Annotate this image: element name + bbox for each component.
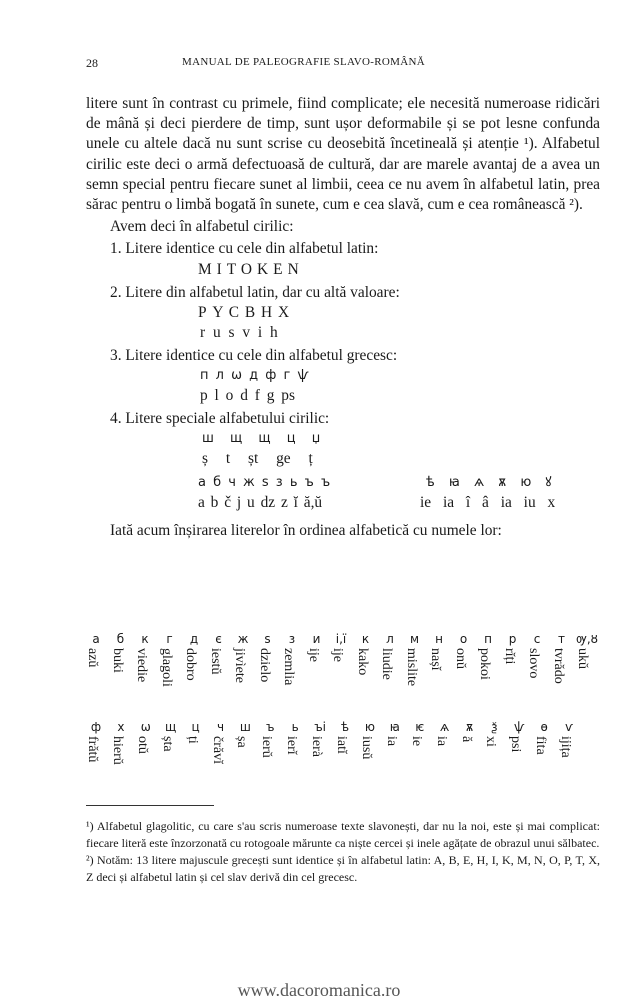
alphabet-letter [331,632,351,704]
letters-row [86,260,600,280]
alphabet-letter [307,632,327,704]
letter-glyph: ѣ [340,720,350,734]
page-header [86,56,598,72]
letters-row [86,429,600,449]
letter-name: onŭ [452,648,468,669]
letter-glyph: ъі [314,720,326,734]
letter-name: črăvĭ [209,736,225,764]
letter-name: ia [383,736,399,747]
letter-name: kako [354,648,370,676]
letter-name: tvrădo [550,648,566,684]
list-item-3: 3. Litere identice cu cele din alfabetul grecesc: [110,346,398,364]
letter-glyph: ѹ,ȣ [576,632,598,646]
letter-name: dzielo [256,648,272,683]
alphabet-letter [410,720,430,792]
letter-name: fita [533,736,549,755]
alphabet-letter [209,632,229,704]
letter-glyph: ю [364,720,375,734]
alphabet-letter [527,632,547,704]
letter-name: viedie [134,648,149,683]
main-text [86,94,600,541]
letter-glyph: ѥ [415,720,425,734]
letter-glyph: ѯ [491,720,498,734]
footnote-2: ²) Notăm: 13 litere majuscule grecești sunt identice și în alfabetul latin: A, B, E, H, I, K, M, N, O, P, T, X, Z deci și alfabetul latin și cel slav derivă din cel grecesc. [86,853,600,884]
letter-name: psi [508,736,524,753]
alphabet-letter [454,632,474,704]
letter-glyph: ь [291,720,299,734]
alphabet-letter [186,720,206,792]
alphabet-letter [258,632,278,704]
letter-glyph: о [459,632,468,646]
letter-name: șta [159,736,175,752]
alphabet-table [86,632,600,802]
alphabet-letter [111,720,131,792]
letter-values: p l o d f g ps [200,387,295,405]
letter-glyph: ъ [266,720,275,734]
alphabet-letter [335,720,355,792]
alphabet-letter [356,632,376,704]
letter-name: ia [433,736,449,747]
letter-name: mislite [403,648,419,687]
alphabet-letter [534,720,554,792]
alphabet-letter [460,720,480,792]
page-number: 28 [86,56,98,70]
running-title: MANUAL DE PALEOGRAFIE SLAVO-ROMÂNĂ [182,56,425,68]
alphabet-letter [282,632,302,704]
latin-letters: MITOKEN [198,260,304,278]
letter-name: dobro [183,648,198,681]
letter-name: șa [234,736,250,748]
alphabet-letter [380,632,400,704]
alphabet-letter [160,632,180,704]
alphabet-letter [484,720,504,792]
alphabet-letter [184,632,204,704]
list-item-2: 2. Litere din alfabetul latin, dar cu altă valoare: [110,283,400,301]
letter-name: jivìete [232,648,247,683]
cyrillic-letters: ш щ щ ц џ [202,431,321,447]
alphabet-letter [509,720,529,792]
cyrillic-letters: Р Y C B H X [198,303,291,321]
letter-glyph: н [435,632,443,646]
letter-name: zemlia [281,648,296,686]
alphabet-letter [478,632,498,704]
letter-glyph: д [189,632,199,646]
letter-glyph: а [92,632,100,646]
alphabet-letter [429,632,449,704]
letter-name: glagoli [158,648,174,687]
cyrillic-letters: а б ч ж ѕ з ь ъ ъ [198,475,331,491]
letter-name: ierà [309,736,325,757]
values-row [86,449,600,469]
letter-glyph: ч [216,720,225,734]
letter-name: frătŭ [85,736,100,763]
letter-name: otŭ [134,736,150,754]
letter-glyph: ѫ [465,720,474,734]
alphabet-letter [235,720,255,792]
footnote-rule [86,805,214,806]
letter-name: ie [408,736,424,747]
alphabet-letter [135,632,155,704]
letter-name: slovo [526,648,541,679]
letter-values: ie ia î â ia iu x [420,494,556,512]
letter-values: r u s v i h [200,323,278,341]
letter-name: ije [305,648,321,662]
letter-glyph: ѵ [565,720,574,734]
alphabet-letter [111,632,131,704]
letter-name: hierŭ [109,736,125,765]
alphabet-letter [405,632,425,704]
letter-values: ș t șt ge ț [202,450,313,468]
alphabet-letter [285,720,305,792]
letter-name: iusŭ [358,736,374,760]
letter-name: rĭți [501,648,517,665]
letter-glyph: б [116,632,125,646]
alphabet-letter [161,720,181,792]
letter-name: ije [330,648,345,662]
letter-name: ierĭ [284,736,300,755]
alphabet-letter [360,720,380,792]
letter-glyph: х [117,720,125,734]
letter-glyph: ш [239,720,251,734]
letter-name: iatĭ [334,736,349,754]
paragraph-intro: Avem deci în alfabetul cirilic: [110,218,294,236]
letter-name: nașĭ [428,648,443,671]
paragraph: litere sunt în contrast cu primele, fiind complicate; ele necesită numeroase ridicări de mână și deci pierdere de timp, sunt ușor deformabile și se pot lesne confunda unele cu altele dacă nu sunt scrise cu deosebită încetineală și atenție ¹). Alfabetul cirilic este deci o armă defectuoasă de cultură, dar are marele avantaj de a avea un semn special pentru fiecare sunet al limbii, ceea ce nu avem în alfabetul latin, prea sărac pentru o limbă bogată în sunete, cum e cea slavă, cum e cea românească ²). [86,95,600,214]
footnote-1: ¹) Alfabetul glagolitic, cu care s'au scris numeroase texte slavonești, dar nu la noi, este și mai complicat: fiecare literă este înzorzonată cu rotogoale mărunte ca niște cercei și inele agățate de obrazul unui sălbatec. [86,819,600,850]
list-intro: Iată acum înșirarea literelor în ordinea alfabetică cu numele lor: [110,522,502,540]
letter-glyph: к [361,632,370,646]
letter-glyph: з [288,632,296,646]
letter-name: ukŭ [575,648,590,669]
letter-name: xi [483,736,499,747]
letter-glyph: р [508,632,517,646]
letter-name: ijița [558,736,574,758]
letter-name: liudie [379,648,394,680]
letter-glyph: ф [90,720,102,734]
letter-name: ierŭ [259,736,275,758]
letter-glyph: к [141,632,149,646]
letter-glyph: ѱ [514,720,525,734]
letter-glyph: и [312,632,321,646]
letter-glyph: п [484,632,492,646]
letter-name: iestŭ [207,648,223,675]
alphabet-letter [559,720,579,792]
letter-name: buki [109,648,125,673]
letter-glyph: ꙗ [389,720,400,734]
alphabet-letter [260,720,280,792]
letter-glyph: ѕ [264,632,271,646]
letter-glyph: ц [191,720,200,734]
letter-glyph: ѡ [140,720,151,734]
alphabet-letter [385,720,405,792]
list-item-4: 4. Litere speciale alfabetului cirilic: [110,410,330,428]
footnotes [86,818,600,886]
cyrillic-letters: ѣ ꙗ ѧ ѫ ю ꙋ [426,475,552,491]
alphabet-letter [86,720,106,792]
letter-glyph: щ [165,720,177,734]
letter-glyph: л [386,632,394,646]
letter-glyph: м [409,632,420,646]
alphabet-letter [211,720,231,792]
values-row [86,323,600,343]
alphabet-letter [503,632,523,704]
letter-values: a b č j u dz z ĭ ă,ŭ [198,494,323,512]
letter-glyph: с [533,632,541,646]
alphabet-letter [310,720,330,792]
letter-glyph: г [166,632,173,646]
letters-row [86,366,600,386]
letter-name: ă [458,736,474,743]
values-row [86,386,600,406]
alphabet-letter [552,632,572,704]
letter-glyph: і,ї [335,632,347,646]
values-row [86,493,600,513]
letter-name: azŭ [85,648,100,668]
letters-row [86,303,600,323]
letter-glyph: ѳ [540,720,548,734]
alphabet-letter [576,632,596,704]
alphabet-letter [86,632,106,704]
letter-name: ți [184,736,200,744]
letter-name: pokoi [477,648,492,680]
cyrillic-letters: п л ѡ д ф г ѱ [200,368,309,384]
alphabet-letter [136,720,156,792]
letter-glyph: т [558,632,565,646]
alphabet-letter [435,720,455,792]
watermark: www.dacoromanica.ro [237,980,401,1000]
list-item-1: 1. Litere identice cu cele din alfabetul latin: [110,240,379,258]
letters-row [86,473,600,493]
alphabet-letter [233,632,253,704]
letter-glyph: ж [237,632,249,646]
letter-glyph: ѧ [439,720,450,734]
letter-glyph: є [215,632,222,646]
